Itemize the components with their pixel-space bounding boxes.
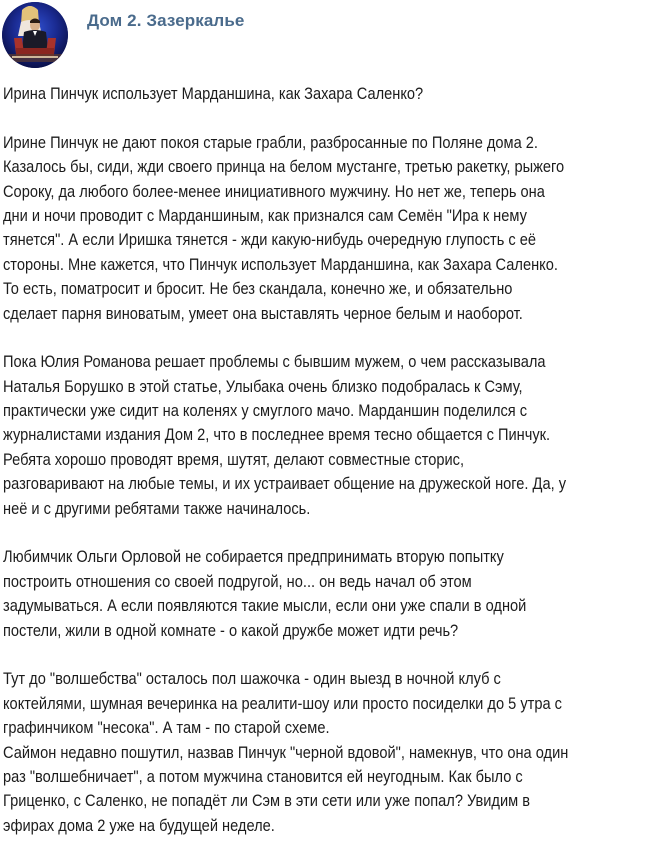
paragraph-4 — [3, 667, 668, 838]
text-line: журналистами издания Дом 2, что в последнее время тесно общается с Пинчук. — [3, 425, 551, 445]
text-line: коктейлями, шумная вечеринка на реалити-шоу или просто посиделки до 5 утра с — [3, 693, 562, 713]
text-line: сделает парня виноватым, умеет она выставлять черное белым и наоборот. — [3, 303, 523, 323]
text-line: постели, жили в одной комнате - о какой дружбе может идти речь? — [3, 620, 459, 640]
text-line: эфирах дома 2 уже на будущей неделе. — [3, 815, 275, 835]
text-line: То есть, поматросит и бросит. Не без скандала, конечно же, и обязательно — [3, 279, 513, 299]
text-line: Ребята хорошо проводят время, шутят, делают совместные сторис, — [3, 449, 465, 469]
channel-avatar-icon — [2, 2, 68, 68]
paragraph-gap — [3, 326, 668, 350]
text-line: практически уже сидит на коленях у смуглого мачо. Марданшин поделился с — [3, 401, 528, 421]
channel-avatar[interactable] — [2, 2, 68, 68]
text-line: Пока Юлия Романова решает проблемы с бывшим мужем, о чем рассказывала — [3, 352, 546, 372]
text-line: тянется". А если Иришка тянется - жди какую-нибудь очередную глупость с её — [3, 230, 537, 250]
text-line: стороны. Мне кажется, что Пинчук использует Марданшина, как Захара Саленко. — [3, 254, 558, 274]
paragraph-2 — [3, 350, 668, 521]
text-line: неё и с другими ребятами также начиналось. — [3, 498, 311, 518]
text-line: разговаривают на любые темы, и их устраивает общение на дружеской ноге. Да, у — [3, 474, 567, 494]
article-title: Ирина Пинчук использует Марданшина, как Захара Саленко? — [3, 84, 424, 103]
text-line: дни и ночи проводит с Марданшиным, как признался сам Семён "Ира к нему — [3, 205, 527, 225]
channel-name[interactable]: Дом 2. Зазеркалье — [87, 11, 245, 30]
text-line: Саймон недавно пошутил, назвав Пинчук "черной вдовой", намекнув, что она один — [3, 742, 569, 762]
text-line: Гриценко, с Саленко, не попадёт ли Сэм в эти сети или уже попал? Увидим в — [3, 791, 531, 811]
post-header — [0, 0, 670, 72]
text-line: Любимчик Ольги Орловой не собирается предпринимать вторую попытку — [3, 547, 504, 567]
text-line: задумываться. А если появляются такие мысли, если они уже спали в одной — [3, 596, 527, 616]
text-line: Наталья Борушко в этой статье, Улыбака очень близко подобралась к Сэму, — [3, 376, 523, 396]
paragraph-3 — [3, 545, 668, 643]
text-line: раз "волшебничает", а потом мужчина становится ей неугодным. Как было с — [3, 766, 523, 786]
text-line: Тут до "волшебства" осталось пол шажочка - один выезд в ночной клуб с — [3, 669, 501, 689]
text-line: Ирине Пинчук не дают покоя старые грабли, разбросанные по Поляне дома 2. — [3, 132, 539, 152]
text-line: построить отношения со своей подругой, но... он ведь начал об этом — [3, 571, 472, 591]
paragraph-1 — [3, 131, 668, 326]
article-body — [3, 82, 668, 838]
text-line: графинчиком "несока". А там - по старой схеме. — [3, 718, 330, 738]
text-line: Сороку, да любого более-менее инициативного мужчину. Но нет же, теперь она — [3, 181, 545, 201]
paragraph-gap — [3, 521, 668, 545]
paragraph-gap — [3, 643, 668, 667]
paragraph-gap — [3, 106, 668, 130]
text-line: Казалось бы, сиди, жди своего принца на белом мустанге, третью ракетку, рыжего — [3, 157, 565, 177]
